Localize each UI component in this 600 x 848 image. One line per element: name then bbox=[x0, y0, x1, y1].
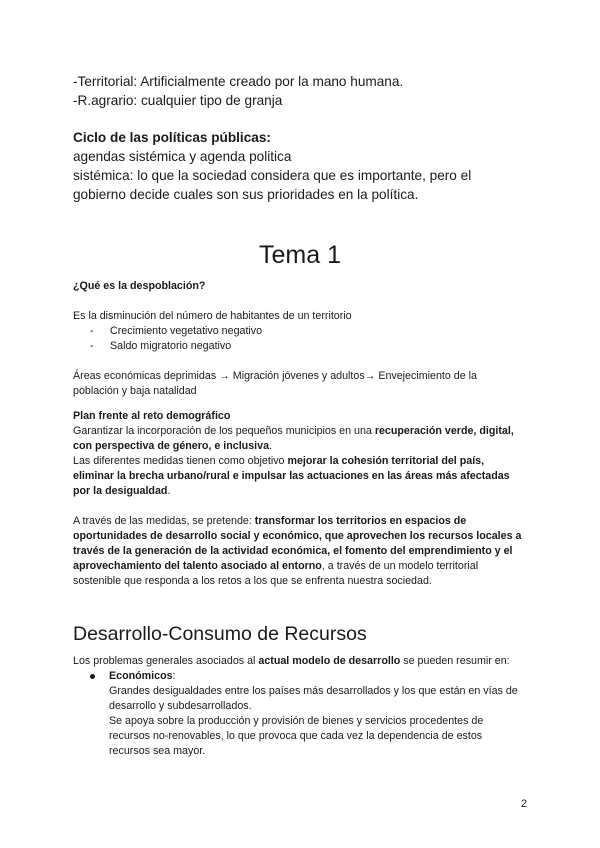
bullet-icon bbox=[90, 674, 95, 679]
list-item: - Saldo migratorio negativo bbox=[90, 340, 232, 352]
bullet-paragraph-2: Se apoya sobre la producción y provisión de bienes y servicios procedentes de recursos no-renovables, lo que provoca que cada vez la dependencia de estos recursos sea mayor. bbox=[109, 715, 484, 757]
desarrollo-title: Desarrollo-Consumo de Recursos bbox=[73, 623, 367, 645]
plan-section bbox=[73, 409, 522, 589]
intro-section bbox=[73, 72, 522, 110]
ciclo-line-2: sistémica: lo que la sociedad considera que es importante, pero el gobierno decide cuales son sus prioridades en la política. bbox=[73, 168, 472, 202]
areas-paragraph: Áreas económicas deprimidas → Migración jóvenes y adultos→ Envejecimiento de la población y baja natalidad bbox=[73, 370, 477, 397]
plan-heading: Plan frente al reto demográfico bbox=[73, 410, 231, 422]
plan-paragraph-2: Las diferentes medidas tienen como objetivo mejorar la cohesión territorial del país, eliminar la brecha urbano/rural e impulsar las actuaciones en las áreas más afectadas por la desigualdad. bbox=[73, 455, 510, 497]
bullet-heading: Económicos: bbox=[109, 670, 176, 682]
desarrollo-intro: Los problemas generales asociados al actual modelo de desarrollo se pueden resumir en: bbox=[73, 655, 510, 667]
despoblacion-section bbox=[73, 279, 522, 399]
despoblacion-question: ¿Qué es la despoblación? bbox=[73, 280, 206, 292]
dash-marker: - bbox=[90, 340, 94, 352]
despoblacion-definition: Es la disminución del número de habitantes de un territorio bbox=[73, 310, 352, 322]
ciclo-heading: Ciclo de las políticas públicas: bbox=[73, 130, 271, 145]
ciclo-section bbox=[73, 128, 500, 204]
plan-paragraph-3: A través de las medidas, se pretende: transformar los territorios en espacios de oportunidades de desarrollo social y económico, que aprovechen los recursos locales a través de la generación de la actividad económica, el fomento del emprendimiento y el aprovechamiento del talento asociado al entorno, a través de un modelo territorial sostenible que responda a los retos a los que se enfrenta nuestra sociedad. bbox=[73, 515, 522, 587]
list-item bbox=[73, 669, 522, 759]
desarrollo-section bbox=[73, 654, 522, 759]
bullet-paragraph-1: Grandes desigualdades entre los países más desarrollados y los que están en vías de desarrollo y subdesarrollados. bbox=[109, 685, 518, 712]
agrario-line: -R.agrario: cualquier tipo de granja bbox=[73, 93, 283, 108]
list-item: - Crecimiento vegetativo negativo bbox=[90, 325, 263, 337]
dash-marker: - bbox=[90, 325, 94, 337]
page-number: 2 bbox=[520, 798, 527, 810]
territorial-line: -Territorial: Artificialmente creado por la mano humana. bbox=[73, 74, 404, 89]
despoblacion-list bbox=[73, 324, 522, 354]
plan-paragraph-1: Garantizar la incorporación de los pequeños municipios en una recuperación verde, digital, con perspectiva de género, e inclusiva. bbox=[73, 425, 514, 452]
ciclo-line-1: agendas sistémica y agenda politica bbox=[73, 149, 292, 164]
tema-title: Tema 1 bbox=[259, 241, 341, 269]
